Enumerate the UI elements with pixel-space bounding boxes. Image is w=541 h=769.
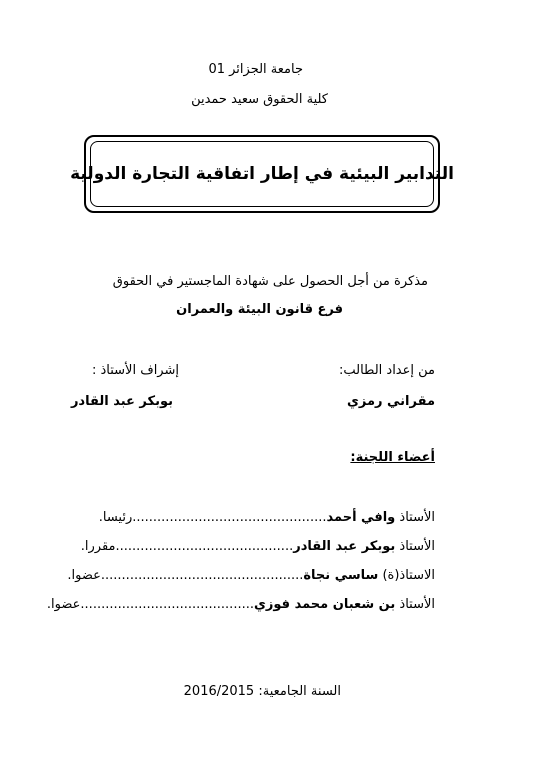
student-label: من إعداد الطالب: [338,363,435,378]
title-frame [70,135,454,213]
member-name: ساسي نجاة [303,568,379,583]
committee-member-row [99,510,435,525]
thesis-title: التدابير البيئية في إطار اتفاقية التجارة الدولية [70,164,454,184]
student-name: مقراني رمزي [346,394,435,409]
member-name: وافي أحمد [326,510,396,525]
thesis-branch: فرع قانون البيئة والعمران [176,302,343,317]
member-role: مقررا. [80,539,116,554]
member-dots: ............................................... [132,510,327,525]
member-dots: .......................................... [80,597,254,612]
member-prefix: الاستاذ(ة) [382,568,435,583]
member-prefix: الأستاذ [399,539,435,554]
member-prefix: الأستاذ [399,510,435,525]
member-dots: ................................................. [100,568,304,583]
member-name: بوبكر عبد القادر [293,539,396,554]
university-name: جامعة الجزائر 01 [208,62,303,77]
member-role: عضوا. [46,597,81,612]
academic-year-label: السنة الجامعية: [258,684,341,699]
supervisor-name: بوبكر عبد القادر [70,394,173,409]
member-name: بن شعبان محمد فوزي [253,597,396,612]
title-frame-inner [70,141,454,207]
committee-member-row [81,539,435,554]
committee-heading: أعضاء اللجنة: [350,450,435,465]
member-prefix: الأستاذ [399,597,435,612]
committee-member-row [47,597,435,612]
faculty-name: كلية الحقوق سعيد حمدين [191,92,328,107]
member-role: عضوا. [67,568,101,583]
member-role: رئيسا. [98,510,133,525]
thesis-purpose: مذكرة من أجل الحصول على شهادة الماجستير في الحقوق [112,274,428,289]
academic-year-value: 2016/2015 [183,684,255,699]
committee-member-row [67,568,435,583]
member-dots: ........................................... [115,539,294,554]
supervisor-label: إشراف الأستاذ : [91,363,179,378]
academic-year [184,684,341,699]
